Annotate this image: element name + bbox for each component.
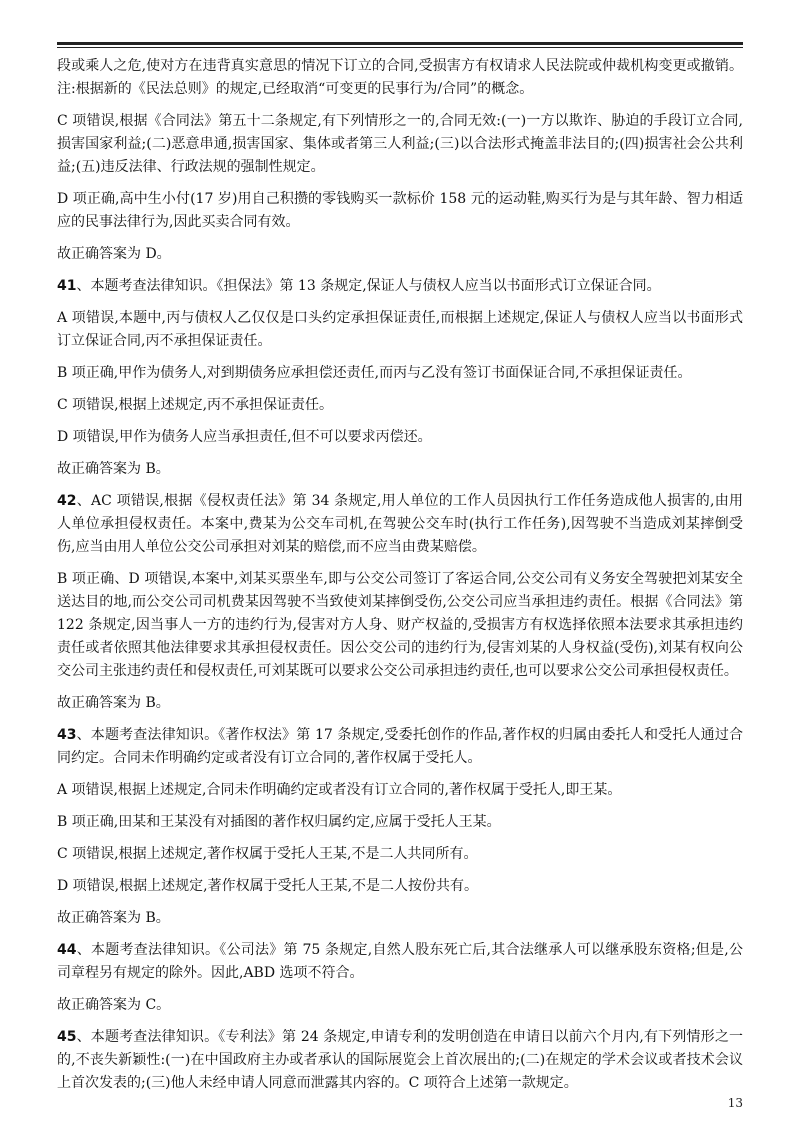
paragraph-text: 、本题考查法律知识。《专利法》第 24 条规定,申请专利的发明创造在申请日以前六个月内,有下列情形之一的,不丧失新颖性:(一)在中国政府主办或者承认的国际展览会上首次展出的;(二)在规定的学术会议或者技术会议上首次发表的;(三)他人未经申请人同意而泄露其内容的。C 项符合上述第一款规定。 xyxy=(57,1029,743,1091)
page-body xyxy=(57,55,743,1104)
paragraph-text: 故正确答案为 B。 xyxy=(57,461,170,477)
question-paragraph xyxy=(57,724,743,770)
paragraph-text: 、本题考查法律知识。《著作权法》第 17 条规定,受委托创作的作品,著作权的归属由委托人和受托人通过合同约定。合同未作明确约定或者没有订立合同的,著作权属于受托人。 xyxy=(57,727,743,766)
question-number: 43 xyxy=(57,727,77,743)
header-rule-thin xyxy=(57,47,743,48)
paragraph-text: D 项错误,根据上述规定,著作权属于受托人王某,不是二人按份共有。 xyxy=(57,878,479,894)
question-number: 42 xyxy=(57,493,77,509)
answer-line xyxy=(57,458,743,481)
answer-line xyxy=(57,907,743,930)
paragraph-text: C 项错误,根据上述规定,丙不承担保证责任。 xyxy=(57,397,334,413)
question-paragraph xyxy=(57,939,743,985)
paragraph-text: D 项错误,甲作为债务人应当承担责任,但不可以要求丙偿还。 xyxy=(57,429,432,445)
question-number: 41 xyxy=(57,278,77,294)
paragraph-text: 、本题考查法律知识。《公司法》第 75 条规定,自然人股东死亡后,其合法继承人可以继承股东资格;但是,公司章程另有规定的除外。因此,ABD 选项不符合。 xyxy=(57,942,743,981)
paragraph-text: 故正确答案为 B。 xyxy=(57,910,170,926)
question-number: 45 xyxy=(57,1029,77,1045)
paragraph xyxy=(57,394,743,417)
paragraph xyxy=(57,875,743,898)
paragraph-text: D 项正确,高中生小付(17 岁)用自己积攒的零钱购买一款标价 158 元的运动鞋,购买行为是与其年龄、智力相适应的民事法律行为,因此买卖合同有效。 xyxy=(57,191,743,230)
paragraph-text: 故正确答案为 D。 xyxy=(57,246,171,262)
paragraph xyxy=(57,568,743,683)
paragraph xyxy=(57,110,743,179)
paragraph-text: A 项错误,本题中,丙与债权人乙仅仅是口头约定承担保证责任,而根据上述规定,保证人与债权人应当以书面形式订立保证合同,丙不承担保证责任。 xyxy=(57,310,743,349)
paragraph-text: 、AC 项错误,根据《侵权责任法》第 34 条规定,用人单位的工作人员因执行工作任务造成他人损害的,由用人单位承担侵权责任。本案中,费某为公交车司机,在驾驶公交车时(执行工作任务),因驾驶不当造成刘某摔倒受伤,应当由用人单位公交公司承担对刘某的赔偿,而不应当由费某赔偿。 xyxy=(57,493,743,555)
question-paragraph xyxy=(57,1026,743,1095)
paragraph-text: C 项错误,根据《合同法》第五十二条规定,有下列情形之一的,合同无效:(一)一方以欺诈、胁迫的手段订立合同,损害国家利益;(二)恶意串通,损害国家、集体或者第三人利益;(三)以合法形式掩盖非法目的;(四)损害社会公共利益;(五)违反法律、行政法规的强制性规定。 xyxy=(57,113,743,175)
header-rule-thick xyxy=(57,42,743,45)
paragraph-text: 、本题考查法律知识。《担保法》第 13 条规定,保证人与债权人应当以书面形式订立保证合同。 xyxy=(76,278,661,294)
paragraph xyxy=(57,843,743,866)
paragraph-text: B 项正确,田某和王某没有对插图的著作权归属约定,应属于受托人王某。 xyxy=(57,814,501,830)
question-paragraph xyxy=(57,490,743,559)
question-number: 44 xyxy=(57,942,77,958)
paragraph-text: B 项正确、D 项错误,本案中,刘某买票坐车,即与公交公司签订了客运合同,公交公司有义务安全驾驶把刘某安全送达目的地,而公交公司司机费某因驾驶不当致使刘某摔倒受伤,公交公司应当承担违约责任。根据《合同法》第 122 条规定,因当事人一方的违约行为,侵害对方人身、财产权益的,受损害方有权选择依照本法要求其承担违约责任或者依照其他法律要求其承担侵权责任。因公交公司的违约行为,侵害刘某的人身权益(受伤),刘某有权向公交公司主张违约责任和侵权责任,可刘某既可以要求公交公司承担违约责任,也可以要求公交公司承担侵权责任。 xyxy=(57,571,743,679)
paragraph-text: 故正确答案为 B。 xyxy=(57,695,170,711)
paragraph-text: 故正确答案为 C。 xyxy=(57,997,171,1013)
question-paragraph xyxy=(57,275,743,298)
paragraph xyxy=(57,55,743,101)
paragraph xyxy=(57,362,743,385)
paragraph xyxy=(57,188,743,234)
answer-line xyxy=(57,692,743,715)
paragraph-text: C 项错误,根据上述规定,著作权属于受托人王某,不是二人共同所有。 xyxy=(57,846,478,862)
paragraph xyxy=(57,307,743,353)
paragraph-text: B 项正确,甲作为债务人,对到期债务应承担偿还责任,而丙与乙没有签订书面保证合同,不承担保证责任。 xyxy=(57,365,692,381)
paragraph xyxy=(57,779,743,802)
paragraph xyxy=(57,426,743,449)
page-number: 13 xyxy=(727,1096,743,1110)
paragraph xyxy=(57,811,743,834)
answer-line xyxy=(57,243,743,266)
answer-line xyxy=(57,994,743,1017)
paragraph-text: 段或乘人之危,使对方在违背真实意思的情况下订立的合同,受损害方有权请求人民法院或仲裁机构变更或撤销。注:根据新的《民法总则》的规定,已经取消“可变更的民事行为/合同”的概念。 xyxy=(57,58,743,97)
paragraph-text: A 项错误,根据上述规定,合同未作明确约定或者没有订立合同的,著作权属于受托人,即王某。 xyxy=(57,782,622,798)
